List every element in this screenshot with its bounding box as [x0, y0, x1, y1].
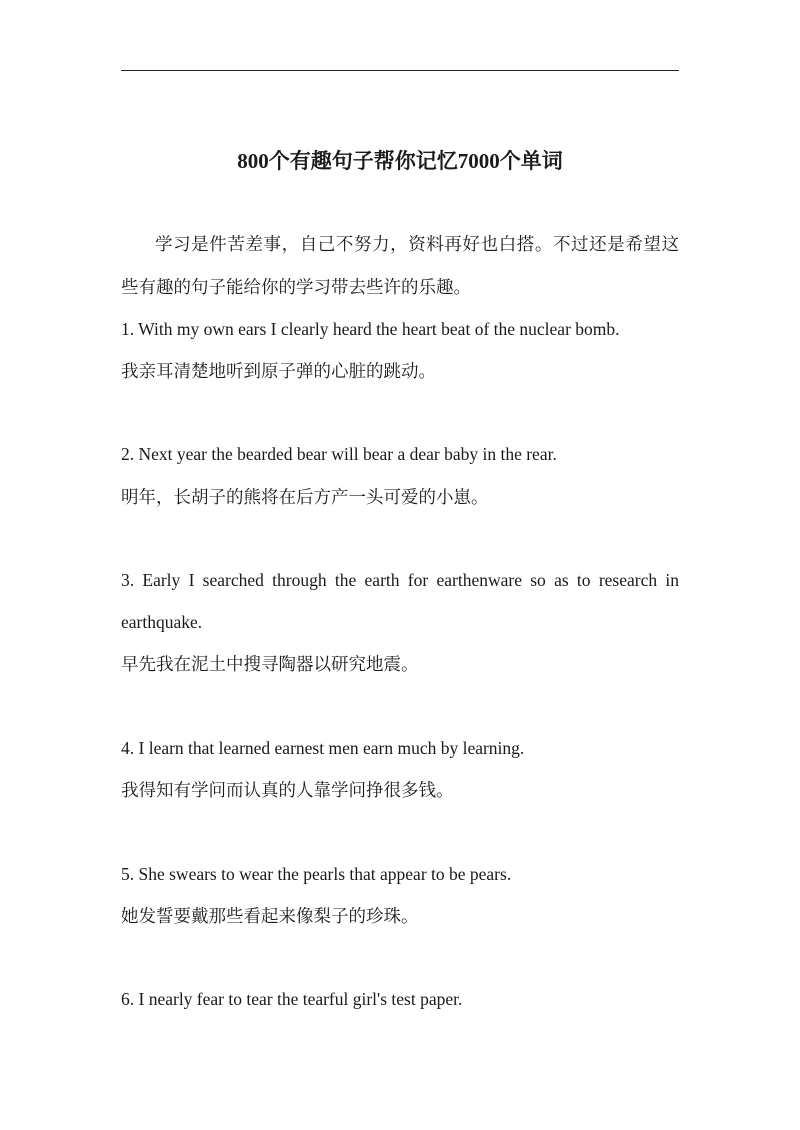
entry-5-chinese: 她发誓要戴那些看起来像梨子的珍珠。: [121, 906, 419, 926]
header-rule: [121, 70, 679, 71]
entry-3-english-line-2: earthquake.: [121, 612, 203, 632]
page-title: 800个有趣句子帮你记忆7000个单词: [237, 149, 563, 173]
entry-2-english: 2. Next year the bearded bear will bear a dear baby in the rear.: [121, 444, 557, 464]
entry-1-chinese: 我亲耳清楚地听到原子弹的心脏的跳动。: [121, 361, 436, 381]
entry-4-english: 4. I learn that learned earnest men earn much by learning.: [121, 738, 525, 758]
intro-line-2: 些有趣的句子能给你的学习带去些许的乐趣。: [121, 277, 471, 297]
intro-line-1: 学习是件苦差事，自己不努力，资料再好也白搭。不过还是希望这: [155, 234, 679, 254]
entry-6-english: 6. I nearly fear to tear the tearful girl's test paper.: [121, 989, 463, 1009]
entry-1-english: 1. With my own ears I clearly heard the heart beat of the nuclear bomb.: [121, 319, 620, 339]
entry-4-chinese: 我得知有学问而认真的人靠学问挣很多钱。: [121, 780, 454, 800]
entry-3-english-line-1: 3. Early I searched through the earth for earthenware so as to research in: [121, 570, 679, 590]
entry-3-chinese: 早先我在泥土中搜寻陶器以研究地震。: [121, 654, 419, 674]
entry-5-english: 5. She swears to wear the pearls that appear to be pears.: [121, 864, 512, 884]
entry-2-chinese: 明年，长胡子的熊将在后方产一头可爱的小崽。: [121, 487, 489, 507]
